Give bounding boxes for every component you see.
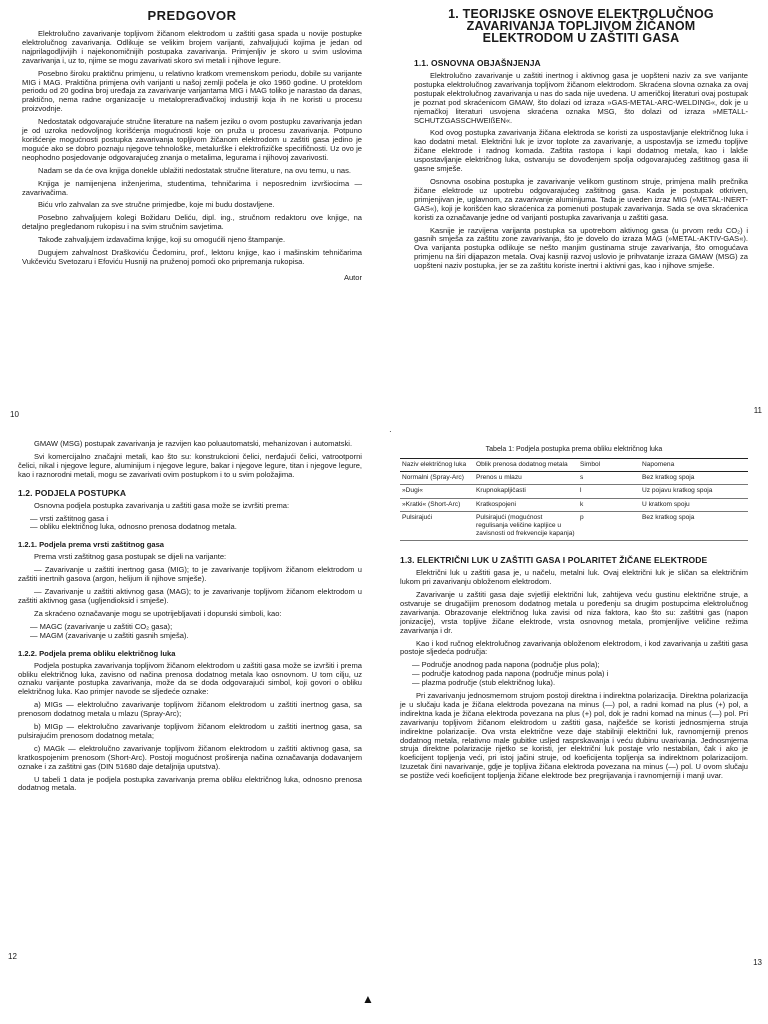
paragraph: Osnovna podjela postupka zavarivanja u zaštiti gasa može se izvršiti prema: (34, 500, 290, 510)
transfer-mode-table (400, 458, 748, 541)
paragraph: Elektrolučno zavarivanje u zaštiti inertnog i aktivnog gasa je uopšteni naziv za sve varijante postupka elektrolučnog zavarivanja topljivom žičanom elektrodom. Skraćena slovna oznaka za ovaj postupak elektrolučnog zavarivanja u nas do sada nije uvedena. U američkoj literaturi ovaj postupak je poznat pod skraćenicom GMAW, što dolazi od izraza »GAS-METAL-ARC-WELDING«, dok je u njemačkoj literaturi usvojena skraćena oznaka MSG, što dolazi od izraza »METALL-SCHUTZGASSCHWEIßEN«. (414, 71, 748, 125)
list-item: — područje katodnog pada napona (područje minus pola) i (412, 669, 609, 679)
paragraph: U tabeli 1 data je podjela postupka zavarivanja prema obliku električnog luka, odnosno prenosa dodatnog metala. (18, 774, 362, 793)
page-12 (0, 440, 384, 1000)
section-heading: 1.3. ELEKTRIČNI LUK U ZAŠTITI GASA I POLARITET ŽIČANE ELEKTRODE (400, 555, 708, 566)
list-item: — obliku električnog luka, odnosno prenosa dodatnog metala. (30, 522, 237, 532)
paragraph: Knjiga je namijenjena inženjerima, studentima, tehničarima i neposrednim izvršiocima — zavarivačima. (22, 178, 362, 197)
chapter-title-line: ZAVARIVANJA TOPLJIVOM ŽIČANOM (466, 19, 696, 33)
chapter-title-line: 1. TEORIJSKE OSNOVE ELEKTROLUČNOG (448, 7, 714, 21)
paragraph: Elektrolučno zavarivanje topljivom žičanom elektrodom u zaštiti gasa spada u novije postupke elektrolučnog zavarivanja. Odlikuje se velikim brojem varijanti, zahvaljujući kojima je jedan od najprilagodljivijih i najekonomičnijih postupaka zavarivanja. Primjenljiv je skoro u svim uslovima zavarivanja i, uz to, njime se mogu zavarivati skoro svi metali i njihove legure. (22, 29, 362, 65)
table-cell: Bez kratkog spoja (640, 512, 748, 541)
paragraph: GMAW (MSG) postupak zavarivanja je razvijen kao poluautomatski, mehanizovan i automatski. (34, 439, 353, 448)
author-signature: Autor (343, 272, 362, 282)
paragraph: Dugujem zahvalnost Draškoviću Čedomiru, prof., lektoru knjige, kao i mašinskim tehničarima Vukčeviću Svetozaru i Efoviću Husniji na pruženoj pomoći oko pripremanja rukopisa. (22, 248, 362, 266)
paragraph: Posebno zahvaljujem kolegi Božidaru Deliću, dipl. ing., stručnom redaktoru ove knjige, na detaljno pregledanom rukopisu i na svim stručnim savjetima. (22, 213, 362, 232)
table-cell: Pulsirajući (400, 512, 474, 541)
paragraph: Prema vrsti zaštitnog gasa postupak se dijeli na varijante: (34, 552, 227, 562)
page-number: 13 (753, 958, 762, 967)
table-caption: Tabela 1: Podjela postupka prema obliku električnog luka (485, 446, 663, 453)
list-item: — vrsti zaštitnog gasa i (30, 513, 109, 523)
table-row (400, 485, 748, 499)
page-10 (0, 0, 384, 420)
table-header-cell: Napomena (640, 459, 748, 472)
paragraph: Svi komercijalno značajni metali, kao što su: konstrukcioni čelici, nerđajući čelici, vatrootporni čelici, nikal i njegove legure, aluminijum i njegove legure, bakar i njegove legure, titan i njegove legure, kao i raznorodni metali, mogu se zavarivati ovim postupkom i to u svim položajima. (18, 451, 362, 479)
page-title: PREDGOVOR (147, 8, 237, 23)
table-cell: »Kratki« (Short-Arc) (400, 498, 474, 512)
paragraph: c) MAGk — elektrolučno zavarivanje topljivom žičanom elektrodom u zaštiti aktivnog gasa, sa kratkospojenim prenosom (Short-Arc). Postoji mogućnost proširenja načina označavanja dodavanjem oznake i za zaštitni gas (DIN 51680 daje detaljnija uputstva). (18, 743, 362, 771)
table-cell: Prenos u mlazu (474, 471, 578, 485)
paragraph: Električni luk u zaštiti gasa je, u načelu, metalni luk. Ovaj električni luk je sličan sa električnim lukom pri zavarivanju obloženom elektrodom. (400, 568, 748, 587)
table-header-cell: Oblik prenosa dodatnog metala (474, 459, 578, 472)
paragraph: Kod ovog postupka zavarivanja žičana elektroda se koristi za uspostavljanje električnog luka i kao dodatni metal. Električni luk je izvor toplote za zavarivanje, a uspostavlja se između topljive žičane elektrode i radnog komada. Zaštita rastopa i kapi dodatnog metala, kao i lakše uspostavljanje električnog luka, ostvaruju se dovođenjem spolja odgovarajućeg zaštitnog gasa ili gasne smješe. (414, 128, 748, 174)
paragraph: Kao i kod ručnog elektrolučnog zavarivanja obloženom elektrodom, i kod zavarivanja u zaštiti gasa postoje sljedeća područja: (400, 638, 748, 657)
paragraph: Kasnije je razvijena varijanta postupka sa upotrebom aktivnog gasa (u prvom redu CO₂) i gasnih smješa za zaštitu zone zavarivanja, što je dovelo do izraza MAG (»METAL-AKTIV-GAS«). Ova varijanta postupka odlikuje se nešto manjim gustinama struje zavarivanja, što omogućava primjenu na širi dijapazon metala. Ovaj kasniji razvoj uslovio je prihvatanje izraza GMAW (MSG) za uopšteni naziv postupka, jer se za zaštitu koriste inertni i aktivni gas, kao i njihove smješe. (414, 225, 748, 271)
table-row (400, 512, 748, 541)
table-row (400, 471, 748, 485)
table-cell: »Dugi« (400, 485, 474, 499)
paragraph: Zavarivanje u zaštiti gasa daje svjetliji električni luk, zahtijeva veću gustinu električne struje, a ostvaruje se drugačijim prenosom dodatnog metala u poređenju sa drugim postupcima elektrolučnog zavarivanja. Obrazovanje električnog luka zavisi od niza faktora, kao što su: zaštitni gas (napon jonizacije), vrsta topljive žičane elektrode, vrsta osnovnog metala, promjenljive veličine režima zavarivanja i dr. (400, 589, 748, 635)
section-heading: 1.2. PODJELA POSTUPKA (18, 487, 127, 498)
list-item: — Zavarivanje u zaštiti inertnog gasa (MIG); to je zavarivanje topljivom žičanom elektrodom u zaštiti inertnih gasova (argon, helijum ili njihove smješe). (18, 565, 362, 584)
table-cell: Bez kratkog spoja (640, 471, 748, 485)
table-header-cell: Simbol (578, 459, 640, 472)
table-cell: l (578, 485, 640, 499)
table-cell: Normalni (Spray-Arc) (400, 471, 474, 485)
paragraph: Pri zavarivanju jednosmernom strujom postoji direktna i indirektna polarizacija. Direktna polarizacija je u slučaju kada je žičana elektroda povezana na minus (—) pol, a radni komad na plus (+) pol, a indirektna kada je žičana elektroda povezana na plus (+) pol, dok je radni komad na minus (—) pol. Pri zavarivanju topljivom žičanom elektrodom u zaštiti gasa, najčešće se koristi jednosmjerna struja indirektne polarizacije. Ova vrsta električne veze daje stabilniji električni luk, ravnomjerniji prenos dodatnog metala, relativno male gubitke usljed rasprskavanja i veću dubinu uvarivanja. Jednosmjerna struja direktne polarizacije rijetko se koristi, jer električni luk postaje vrlo nestabilan, čak i ako je koeficijent topljenja veći, pri istoj jačini struje, od koeficijenta topljenja sa indirektnom polarizacijom. Izuzetak čini navarivanje, gdje je topljiva žičana elektroda povezana na minus (—) pol. U ovom slučaju se postiže veći koeficijent topljenja žičane elektrode bez pregrijavanja i ravnomjerniji i manji uvar. (400, 691, 748, 781)
page-number: 11 (753, 406, 762, 415)
table-header-cell: Naziv električnog luka (400, 459, 474, 472)
paragraph: Osnovna osobina postupka je zavarivanje velikom gustinom struje, primjena malih prečnika žičane elektrode uz upotrebu odgovarajućeg zaštitnog gasa. Kada je postupak otkriven, primjenjivan je, uglavnom, za zavarivanje aluminijuma. Tada je uveden izraz MIG (»METAL-INERT-GAS«), koji je korišćen kao skraćenica za pomenuti postupak zavarivanja. Sada se ova skraćenica koristi za označavanje jedne od varijanti postupka zavarivanja u zaštiti gasa. (414, 176, 748, 222)
chapter-title-line: ELEKTRODOM U ZAŠTITI GASA (482, 31, 680, 45)
paragraph: a) MIGs — elektrolučno zavarivanje topljivom žičanom elektrodom u zaštiti inertnog gasa, sa prenosom dodatnog metala u mlazu (Spray-Arc); (18, 700, 362, 719)
list-item: — Područje anodnog pada napona (područje plus pola); (412, 660, 600, 670)
subsection-heading: 1.2.1. Podjela prema vrsti zaštitnog gasa (18, 540, 165, 550)
page-number: 12 (8, 952, 17, 961)
paragraph: Nedostatak odgovarajuće stručne literature na našem jeziku o ovom postupku zavarivanja jedan je od uzroka nedovoljnog korišćenja mogućnosti koje on pruža u procesu zavarivanja. Potpuno korišćenje mogućnosti postupka zavarivanja topljivom žičanom elektrodom u zaštiti gasa jedino je moguće ako se dobro poznaju njegove tehnološke, metalurške i elektrofizičke specifičnosti. Uz ovo je neophodno posjedovanje odgovarajućeg znanja o metalima, legurama i njihovoj zavarivosti. (22, 117, 362, 162)
table-cell: Krupnokapljičasti (474, 485, 578, 499)
paragraph: Podjela postupka zavarivanja topljivom žičanom elektrodom u zaštiti gasa može se izvršiti i prema obliku električnog luka, zavisno od načina prenosa dodatnog metala kao osnovnom. U tom cilju, uz oznaku varijante postupka zavarivanja, može da se doda odgovarajući simbol, koji govori o obliku električnog luka. Kao primjer navode se sljedeće oznake: (18, 660, 362, 697)
chapter-title (414, 8, 748, 44)
paragraph: Posebno široku praktičnu primjenu, u relativno kratkom vremenskom periodu, dobile su varijante MIG i MAG. Praktična primjena ovih varijanti u našoj zemlji počela je oko 1960 godine. U proteklom periodu od 20 godina broj uređaja za zavarivanje varijantama MIG i MAG toliko je narastao da danas, praktično, nema radne organizacije u metaloprerađivačkoj industriji koja ih ne koristi u procesu proizvodnje. (22, 68, 362, 114)
paragraph: Za skraćeno označavanje mogu se upotrijebljavati i dopunski simboli, kao: (34, 608, 282, 618)
paragraph: Nadam se da će ova knjiga donekle ublažiti nedostatak stručne literature, na ovu temu, u nas. (38, 165, 351, 175)
list-item: — Zavarivanje u zaštiti aktivnog gasa (MAG); to je zavarivanje topljivom žičanom elektrodom u zaštiti aktivnog gasa (ugljendioksid i smješe). (18, 587, 362, 605)
subsection-heading: 1.2.2. Podjela prema obliku električnog luka (18, 648, 176, 658)
list-item: — MAGM (zavarivanje u zaštiti gasnih smješa). (30, 630, 189, 640)
paragraph: Biću vrlo zahvalan za sve stručne primjedbe, koje mi budu dostavljene. (38, 200, 275, 210)
table-row (400, 498, 748, 512)
paragraph: b) MIGp — elektrolučno zavarivanje topljivom žičanom elektrodom u zaštiti inertnog gasa, sa pulsirajućim prenosom dodatnog metala; (18, 722, 362, 740)
table-cell: Pulsirajući (mogućnost regulisanja veličine kapljice u zavisnosti od frekvencije kapanja) (474, 512, 578, 541)
table-cell: Uz pojavu kratkog spoja (640, 485, 748, 499)
page-11 (384, 0, 768, 420)
table-cell: Kratkospojeni (474, 498, 578, 512)
page-number: 10 (10, 410, 19, 419)
page-13 (384, 440, 768, 1000)
table-cell: k (578, 498, 640, 512)
scan-mark: ▲ (362, 992, 374, 1006)
table-cell: U kratkom spoju (640, 498, 748, 512)
list-item: — MAGC (zavarivanje u zaštiti CO₂ gasa); (30, 621, 173, 631)
scan-mark: · (389, 427, 392, 436)
section-heading: 1.1. OSNOVNA OBJAŠNJENJA (414, 58, 541, 68)
list-item: — plazma područje (stub električnog luka). (412, 678, 556, 688)
table-cell: p (578, 512, 640, 541)
table-cell: s (578, 471, 640, 485)
paragraph: Takođe zahvaljujem izdavačima knjige, koji su omogućili njeno štampanje. (38, 235, 286, 245)
table-header-row (400, 459, 748, 472)
